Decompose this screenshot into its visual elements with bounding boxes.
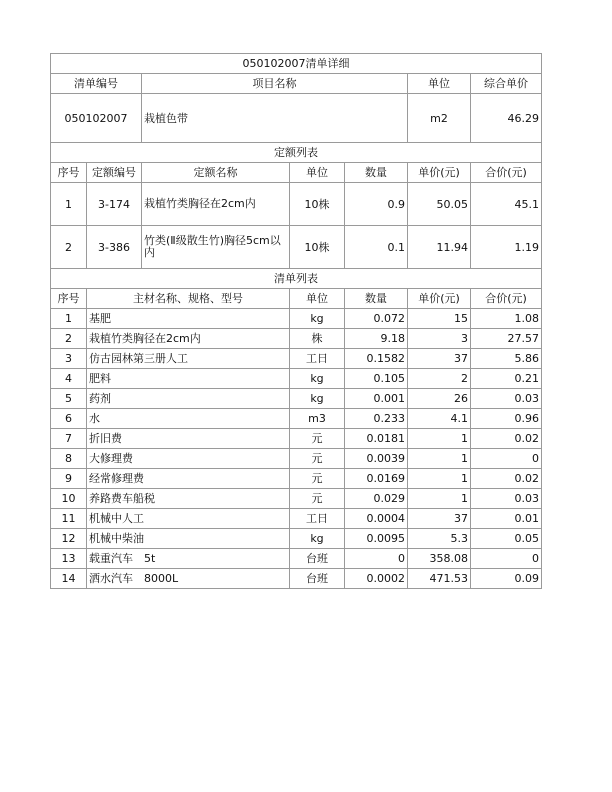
material-no: 11 xyxy=(51,509,87,529)
material-unit: 元 xyxy=(290,449,345,469)
bill-code: 050102007 xyxy=(51,94,142,143)
material-name: 水 xyxy=(87,409,290,429)
material-price: 26 xyxy=(408,389,471,409)
material-qty: 0.029 xyxy=(345,489,408,509)
quota-row xyxy=(51,183,542,226)
material-total: 0.05 xyxy=(471,529,542,549)
material-qty: 0.0169 xyxy=(345,469,408,489)
material-name: 仿古园林第三册人工 xyxy=(87,349,290,369)
material-unit: 株 xyxy=(290,329,345,349)
material-no: 3 xyxy=(51,349,87,369)
quota-col-price: 单价(元) xyxy=(408,163,471,183)
material-no: 14 xyxy=(51,569,87,589)
quota-col-name: 定额名称 xyxy=(142,163,290,183)
material-price: 4.1 xyxy=(408,409,471,429)
material-price: 1 xyxy=(408,489,471,509)
quota-price: 50.05 xyxy=(408,183,471,226)
material-total: 0.21 xyxy=(471,369,542,389)
material-row xyxy=(51,469,542,489)
quota-price: 11.94 xyxy=(408,226,471,269)
material-qty: 0.072 xyxy=(345,309,408,329)
header-label-code: 清单编号 xyxy=(51,74,142,94)
material-price: 1 xyxy=(408,429,471,449)
bill-unit: m2 xyxy=(408,94,471,143)
material-row xyxy=(51,449,542,469)
material-name: 养路费车船税 xyxy=(87,489,290,509)
quota-total: 1.19 xyxy=(471,226,542,269)
material-row xyxy=(51,529,542,549)
quota-code: 3-174 xyxy=(87,183,142,226)
material-qty: 0.001 xyxy=(345,389,408,409)
material-no: 7 xyxy=(51,429,87,449)
material-price: 37 xyxy=(408,509,471,529)
material-row xyxy=(51,309,542,329)
material-price: 3 xyxy=(408,329,471,349)
material-total: 27.57 xyxy=(471,329,542,349)
material-unit: kg xyxy=(290,369,345,389)
material-price: 471.53 xyxy=(408,569,471,589)
materials-col-no: 序号 xyxy=(51,289,87,309)
material-name: 基肥 xyxy=(87,309,290,329)
quota-row xyxy=(51,226,542,269)
material-name: 大修理费 xyxy=(87,449,290,469)
quota-no: 2 xyxy=(51,226,87,269)
quota-qty: 0.9 xyxy=(345,183,408,226)
material-name: 洒水汽车 8000L xyxy=(87,569,290,589)
material-qty: 0.233 xyxy=(345,409,408,429)
material-total: 1.08 xyxy=(471,309,542,329)
material-qty: 0.105 xyxy=(345,369,408,389)
material-total: 0.03 xyxy=(471,389,542,409)
material-name: 载重汽车 5t xyxy=(87,549,290,569)
quota-col-no: 序号 xyxy=(51,163,87,183)
material-qty: 0.0181 xyxy=(345,429,408,449)
quota-col-unit: 单位 xyxy=(290,163,345,183)
material-total: 0.02 xyxy=(471,469,542,489)
table-body xyxy=(51,54,542,589)
quota-col-qty: 数量 xyxy=(345,163,408,183)
quota-col-total: 合价(元) xyxy=(471,163,542,183)
material-total: 0.02 xyxy=(471,429,542,449)
material-qty: 0 xyxy=(345,549,408,569)
materials-section-title: 清单列表 xyxy=(51,269,542,289)
quota-col-code: 定额编号 xyxy=(87,163,142,183)
material-total: 0.01 xyxy=(471,509,542,529)
quota-total: 45.1 xyxy=(471,183,542,226)
header-label-name: 项目名称 xyxy=(142,74,408,94)
materials-col-qty: 数量 xyxy=(345,289,408,309)
material-total: 0.96 xyxy=(471,409,542,429)
material-total: 0.09 xyxy=(471,569,542,589)
material-unit: kg xyxy=(290,309,345,329)
material-no: 9 xyxy=(51,469,87,489)
material-total: 0.03 xyxy=(471,489,542,509)
material-qty: 0.1582 xyxy=(345,349,408,369)
material-no: 13 xyxy=(51,549,87,569)
material-unit: m3 xyxy=(290,409,345,429)
material-row xyxy=(51,429,542,449)
material-row xyxy=(51,329,542,349)
material-row xyxy=(51,369,542,389)
material-unit: 元 xyxy=(290,469,345,489)
material-row xyxy=(51,509,542,529)
material-total: 0 xyxy=(471,549,542,569)
sheet-title: 050102007清单详细 xyxy=(51,54,542,74)
material-qty: 9.18 xyxy=(345,329,408,349)
material-price: 15 xyxy=(408,309,471,329)
material-total: 0 xyxy=(471,449,542,469)
material-qty: 0.0095 xyxy=(345,529,408,549)
bill-price: 46.29 xyxy=(471,94,542,143)
material-no: 1 xyxy=(51,309,87,329)
material-name: 折旧费 xyxy=(87,429,290,449)
material-price: 1 xyxy=(408,449,471,469)
header-label-unit: 单位 xyxy=(408,74,471,94)
material-price: 37 xyxy=(408,349,471,369)
material-qty: 0.0004 xyxy=(345,509,408,529)
material-price: 358.08 xyxy=(408,549,471,569)
material-name: 机械中柴油 xyxy=(87,529,290,549)
quota-name: 栽植竹类胸径在2cm内 xyxy=(142,183,290,226)
material-name: 经常修理费 xyxy=(87,469,290,489)
bill-detail-table xyxy=(50,53,542,589)
materials-col-total: 合价(元) xyxy=(471,289,542,309)
material-unit: 元 xyxy=(290,489,345,509)
material-no: 5 xyxy=(51,389,87,409)
material-name: 肥料 xyxy=(87,369,290,389)
material-unit: kg xyxy=(290,529,345,549)
material-no: 10 xyxy=(51,489,87,509)
material-total: 5.86 xyxy=(471,349,542,369)
materials-col-unit: 单位 xyxy=(290,289,345,309)
quota-code: 3-386 xyxy=(87,226,142,269)
material-unit: 工日 xyxy=(290,349,345,369)
quota-unit: 10株 xyxy=(290,183,345,226)
material-no: 12 xyxy=(51,529,87,549)
material-row xyxy=(51,489,542,509)
quota-no: 1 xyxy=(51,183,87,226)
material-row xyxy=(51,409,542,429)
quota-name: 竹类(Ⅱ级散生竹)胸径5cm以内 xyxy=(142,226,290,269)
material-row xyxy=(51,349,542,369)
quota-qty: 0.1 xyxy=(345,226,408,269)
material-name: 药剂 xyxy=(87,389,290,409)
material-price: 1 xyxy=(408,469,471,489)
quota-section-title: 定额列表 xyxy=(51,143,542,163)
material-no: 8 xyxy=(51,449,87,469)
material-unit: 元 xyxy=(290,429,345,449)
materials-col-price: 单价(元) xyxy=(408,289,471,309)
material-no: 6 xyxy=(51,409,87,429)
material-no: 4 xyxy=(51,369,87,389)
material-row xyxy=(51,569,542,589)
material-qty: 0.0039 xyxy=(345,449,408,469)
material-unit: 台班 xyxy=(290,569,345,589)
material-price: 5.3 xyxy=(408,529,471,549)
material-row xyxy=(51,389,542,409)
material-unit: 工日 xyxy=(290,509,345,529)
material-name: 栽植竹类胸径在2cm内 xyxy=(87,329,290,349)
material-name: 机械中人工 xyxy=(87,509,290,529)
material-unit: 台班 xyxy=(290,549,345,569)
material-unit: kg xyxy=(290,389,345,409)
quota-unit: 10株 xyxy=(290,226,345,269)
material-qty: 0.0002 xyxy=(345,569,408,589)
material-row xyxy=(51,549,542,569)
materials-col-name: 主材名称、规格、型号 xyxy=(87,289,290,309)
material-no: 2 xyxy=(51,329,87,349)
header-label-price: 综合单价 xyxy=(471,74,542,94)
bill-name: 栽植色带 xyxy=(142,94,408,143)
material-price: 2 xyxy=(408,369,471,389)
